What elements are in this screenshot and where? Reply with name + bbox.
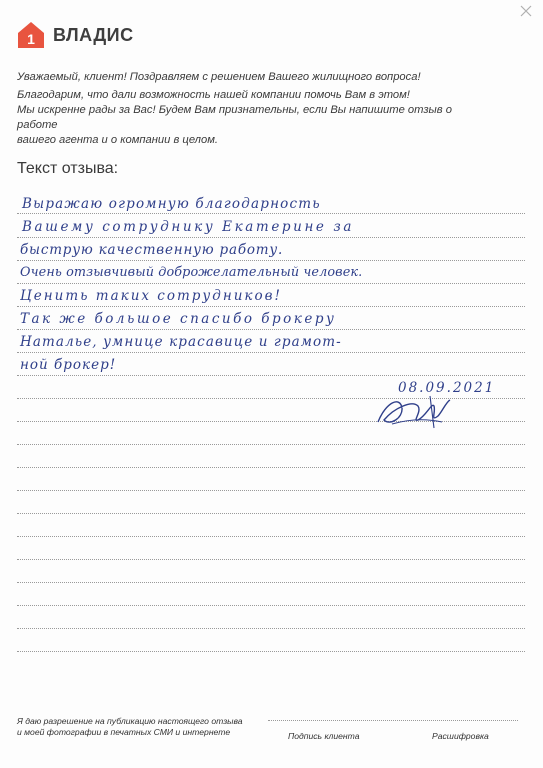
writing-line	[17, 467, 525, 468]
consent-line: Я даю разрешение на публикацию настоящего отзыва	[17, 716, 243, 726]
greeting-text: Уважаемый, клиент! Поздравляем с решением Вашего жилищного вопроса!	[17, 71, 421, 83]
writing-line	[17, 444, 525, 445]
decoding-label: Расшифровка	[432, 731, 489, 741]
consent-line: и моей фотографии в печатных СМИ и интернете	[17, 727, 231, 737]
writing-line	[17, 536, 525, 537]
handwritten-line: Вашему сотруднику Екатерине за	[22, 219, 355, 235]
signature-line	[268, 720, 518, 721]
publication-consent	[17, 716, 257, 738]
brand-logo	[17, 21, 134, 49]
writing-line	[17, 260, 525, 261]
handwritten-line: Так же большое спасибо брокеру	[20, 311, 337, 327]
intro-paragraph	[17, 88, 487, 148]
intro-line: Мы искренне рады за Вас! Будем Вам признательны, если Вы напишите отзыв о работе	[17, 104, 452, 131]
handwritten-line: Выражаю огромную благодарность	[22, 196, 321, 212]
handwritten-line: ной брокер!	[20, 357, 117, 373]
writing-line	[17, 559, 525, 560]
writing-line	[17, 213, 525, 214]
corner-mark-icon	[519, 4, 533, 18]
review-date: 08.09.2021	[398, 380, 496, 396]
handwritten-line: Наталье, умнице красавице и грамот-	[20, 334, 342, 350]
writing-line	[17, 329, 525, 330]
writing-line	[17, 490, 525, 491]
writing-line	[17, 651, 525, 652]
handwritten-line: Очень отзывчивый доброжелательный человек.	[20, 265, 363, 280]
signature-icon	[372, 392, 456, 432]
house-icon	[17, 21, 45, 49]
intro-line: Благодарим, что дали возможность нашей компании помочь Вам в этом!	[17, 89, 410, 101]
brand-name: ВЛАДИС	[53, 24, 134, 45]
signature-label: Подпись клиента	[288, 731, 360, 741]
writing-line	[17, 628, 525, 629]
svg-text:1: 1	[27, 31, 35, 47]
writing-line	[17, 237, 525, 238]
writing-line	[17, 352, 525, 353]
review-heading: Текст отзыва:	[17, 160, 119, 177]
intro-line: вашего агента и о компании в целом.	[17, 134, 218, 146]
handwritten-line: Ценить таких сотрудников!	[20, 288, 282, 304]
writing-line	[17, 605, 525, 606]
handwritten-line: быструю качественную работу.	[20, 242, 284, 258]
writing-line	[17, 375, 525, 376]
writing-line	[17, 283, 525, 284]
writing-line	[17, 513, 525, 514]
writing-line	[17, 306, 525, 307]
writing-line	[17, 582, 525, 583]
